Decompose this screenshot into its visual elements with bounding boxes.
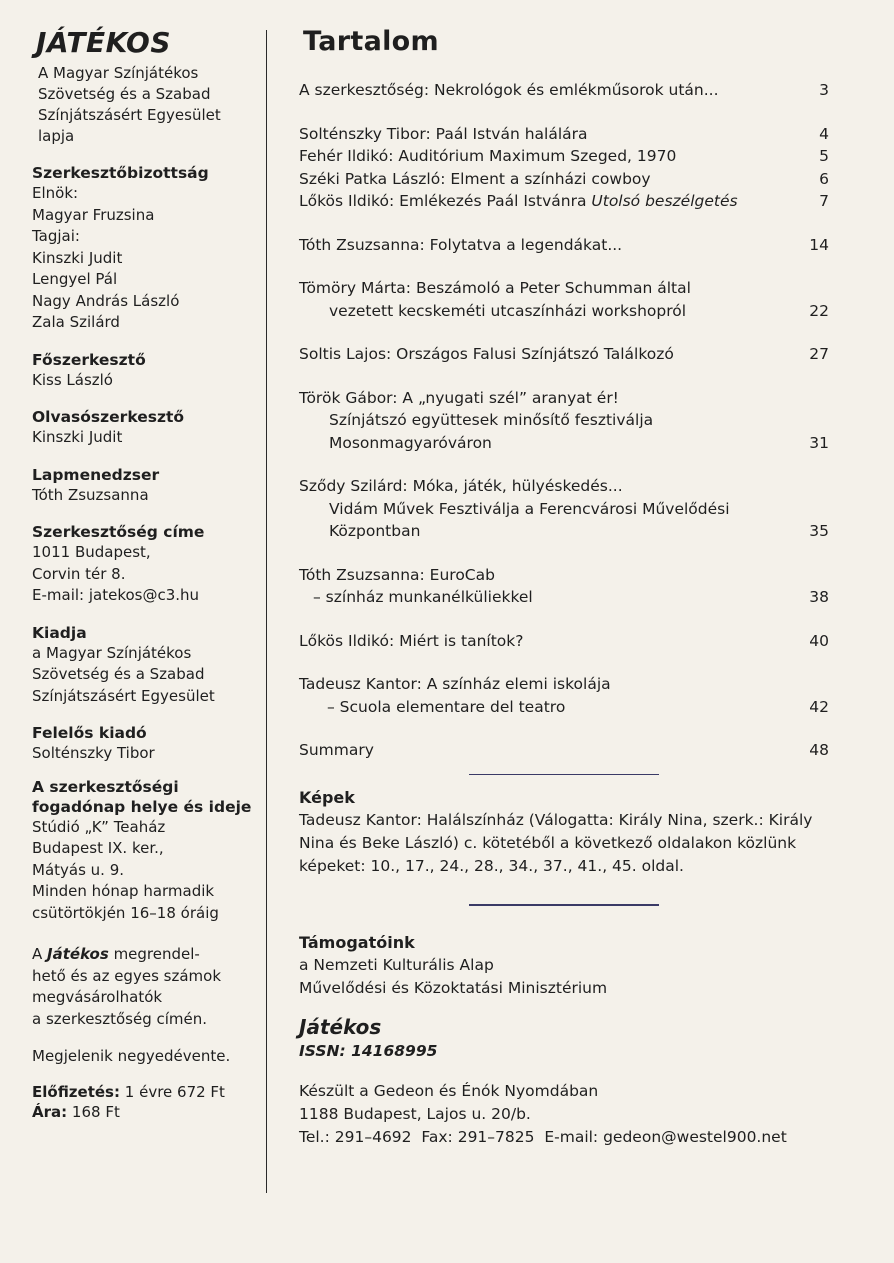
page-number: 6 — [819, 169, 829, 188]
toc-entry-continuation[interactable]: Vidám Művek Fesztiválja a Ferencvárosi Művelődési — [329, 499, 730, 518]
toc-entry[interactable]: Tömöry Márta: Beszámoló a Peter Schumman által — [299, 279, 691, 297]
supporter-line: Művelődési és Közoktatási Minisztérium — [299, 978, 608, 997]
images-heading: Képek — [299, 788, 355, 807]
imprint-line: Készült a Gedeon és Énók Nyomdában — [299, 1081, 599, 1100]
page-number: 38 — [809, 588, 829, 606]
page-number: 42 — [809, 697, 829, 716]
block-heading: Szerkesztőbizottság — [32, 164, 209, 182]
toc-entry[interactable]: Sződy Szilárd: Móka, játék, hülyéskedés... — [299, 477, 623, 495]
magazine-name: Játékos — [47, 945, 109, 963]
subtitle-line: Szövetség és a Szabad — [38, 85, 211, 103]
toc-entry[interactable]: Soltis Lajos: Országos Falusi Színjátszó Találkozó 27 — [299, 343, 829, 366]
toc-entry[interactable]: Tóth Zsuzsanna: Folytatva a legendákat... 14 — [299, 234, 829, 257]
order-info-block — [32, 944, 262, 1030]
toc-group — [299, 739, 829, 762]
supporter-line: a Nemzeti Kulturális Alap — [299, 955, 494, 974]
toc-entry-continuation[interactable]: Központban 35 — [299, 520, 829, 543]
toc-entry-continuation[interactable]: – színház munkanélküliekkel 38 — [299, 586, 829, 609]
block-line: Kinszki Judit — [32, 428, 123, 446]
toc-entry[interactable]: Lőkös Ildikó: Miért is tanítok? 40 — [299, 630, 829, 653]
block-line: Tóth Zsuzsanna — [32, 485, 149, 504]
block-line: hető és az egyes számok — [32, 966, 222, 985]
toc-entry-continuation[interactable]: Színjátszó együttesek minősítő fesztiválja — [329, 411, 654, 429]
supporters-section — [299, 932, 829, 1000]
block-line: Színjátszásért Egyesület — [32, 686, 215, 705]
block-line: Kiss László — [32, 370, 113, 389]
page-number: 22 — [809, 301, 829, 320]
toc-group — [299, 387, 829, 455]
toc-group — [299, 234, 829, 257]
responsible-publisher-block — [32, 723, 262, 765]
toc-entry-continuation[interactable]: vezetett kecskeméti utcaszínházi workshopról 22 — [299, 300, 829, 323]
block-heading: Lapmenedzser — [32, 465, 160, 484]
page-number: 4 — [819, 124, 829, 143]
block-heading: Főszerkesztő — [32, 350, 146, 369]
toc-entry[interactable]: A szerkesztőség: Nekrológok és emlékműsorok után... 3 — [299, 79, 829, 102]
page-number: 35 — [809, 522, 829, 540]
toc-entry[interactable]: Széki Patka László: Elment a színházi cowboy 6 — [299, 168, 829, 191]
block-heading: A szerkesztőségi fogadónap helye és ideje — [32, 777, 252, 816]
toc-entry[interactable]: Tóth Zsuzsanna: EuroCab — [299, 565, 495, 584]
manager-block — [32, 465, 262, 507]
page-number: 14 — [809, 235, 829, 254]
block-heading: Olvasószerkesztő — [32, 408, 185, 426]
toc-group — [299, 123, 829, 213]
price-block — [32, 1082, 262, 1122]
page-number: 27 — [809, 345, 829, 363]
imprint-title: Játékos — [299, 1014, 382, 1039]
block-heading: Szerkesztőség címe — [32, 523, 205, 541]
masthead-column — [32, 26, 262, 1121]
block-line: Nagy András László — [32, 291, 180, 310]
block-line: Minden hónap harmadik — [32, 882, 215, 900]
block-line: 1011 Budapest, — [32, 543, 151, 561]
subscription-line: Előfizetés: 1 évre 672 Ft — [32, 1082, 225, 1101]
imprint-line: 1188 Budapest, Lajos u. 20/b. — [299, 1104, 531, 1123]
block-line: a szerkesztőség címén. — [32, 1009, 208, 1028]
magazine-title: JÁTÉKOS — [36, 26, 172, 59]
subtitle-line: A Magyar Színjátékos — [38, 64, 199, 82]
block-heading: Kiadja — [32, 623, 87, 642]
block-line: csütörtökjén 16–18 óráig — [32, 903, 219, 922]
toc-entry[interactable]: Summary 48 — [299, 739, 829, 762]
toc-entry[interactable]: Fehér Ildikó: Auditórium Maximum Szeged, 1970 5 — [299, 145, 829, 168]
toc-group — [299, 673, 829, 718]
toc-entry[interactable]: Solténszky Tibor: Paál István halálára 4 — [299, 123, 829, 146]
page-number: 5 — [819, 147, 829, 165]
toc-entry[interactable]: Török Gábor: A „nyugati szél” aranyat ér! — [299, 388, 619, 407]
editor-in-chief-block — [32, 350, 262, 392]
issn: ISSN: 14168995 — [299, 1041, 438, 1060]
toc-entry[interactable]: Tadeusz Kantor: A színház elemi iskolája — [299, 675, 611, 693]
contents-column — [299, 26, 829, 1149]
images-section — [299, 787, 829, 878]
page-number: 31 — [809, 433, 829, 452]
block-line: Kinszki Judit — [32, 248, 123, 267]
block-line: Magyar Fruzsina — [32, 205, 155, 224]
address-block — [32, 522, 262, 607]
editorial-board-block — [32, 163, 262, 334]
supporters-heading: Támogatóink — [299, 932, 415, 952]
page-number: 48 — [809, 741, 829, 759]
block-line: Tagjai: — [32, 227, 80, 245]
toc-group — [299, 277, 829, 322]
images-line: képeket: 10., 17., 24., 28., 34., 37., 41., 45. oldal. — [299, 857, 684, 875]
section-separator — [469, 774, 659, 776]
imprint-section — [299, 1014, 829, 1149]
toc-entry-continuation[interactable]: Mosonmagyaróváron 31 — [299, 432, 829, 455]
frequency-text: Megjelenik negyedévente. — [32, 1047, 231, 1065]
images-line: Nina és Beke László) c. kötetéből a következő oldalakon közlünk — [299, 834, 797, 852]
page-number: 7 — [819, 192, 829, 210]
block-line: a Magyar Színjátékos — [32, 643, 192, 662]
block-line: Zala Szilárd — [32, 313, 120, 331]
toc-group — [299, 343, 829, 366]
toc-group — [299, 79, 829, 102]
column-divider — [266, 30, 267, 1193]
office-hours-block — [32, 777, 262, 925]
page-number: 40 — [809, 631, 829, 650]
subtitle-line: lapja — [38, 127, 75, 145]
toc-title: Tartalom — [303, 26, 439, 57]
frequency-block — [32, 1046, 262, 1068]
section-separator — [469, 904, 659, 906]
order-line: A Játékos megrendel- — [32, 945, 200, 963]
block-line: Corvin tér 8. — [32, 564, 126, 583]
block-line: Budapest IX. ker., — [32, 839, 164, 857]
toc-group — [299, 564, 829, 609]
block-line: Lengyel Pál — [32, 270, 118, 288]
block-line: Stúdió „K” Teaház — [32, 817, 166, 836]
page-number: 3 — [819, 81, 829, 99]
italic-subtitle: Utolsó beszélgetés — [591, 192, 738, 210]
contact-line: Tel.: 291–4692 Fax: 291–7825 E-mail: gedeon@westel900.net — [299, 1127, 787, 1146]
block-line: megvásárolhatók — [32, 988, 163, 1006]
publisher-block — [32, 623, 262, 708]
block-line: Solténszky Tibor — [32, 744, 155, 762]
magazine-subtitle — [38, 63, 262, 147]
price-line: Ára: 168 Ft — [32, 1103, 120, 1121]
toc-entry-continuation[interactable]: – Scuola elementare del teatro 42 — [299, 696, 829, 719]
toc-entry[interactable]: Lőkös Ildikó: Emlékezés Paál Istvánra Utolsó beszélgetés 7 — [299, 190, 829, 213]
images-line: Tadeusz Kantor: Halálszínház (Válogatta: Király Nina, szerk.: Király — [299, 811, 813, 829]
toc-group — [299, 475, 829, 543]
block-line: Szövetség és a Szabad — [32, 665, 205, 683]
toc-group — [299, 630, 829, 653]
copy-editor-block — [32, 407, 262, 449]
subtitle-line: Színjátszásért Egyesület — [38, 106, 221, 124]
email-line: E-mail: jatekos@c3.hu — [32, 586, 200, 604]
block-line: Elnök: — [32, 184, 79, 202]
block-line: Mátyás u. 9. — [32, 860, 125, 879]
block-heading: Felelős kiadó — [32, 724, 147, 742]
